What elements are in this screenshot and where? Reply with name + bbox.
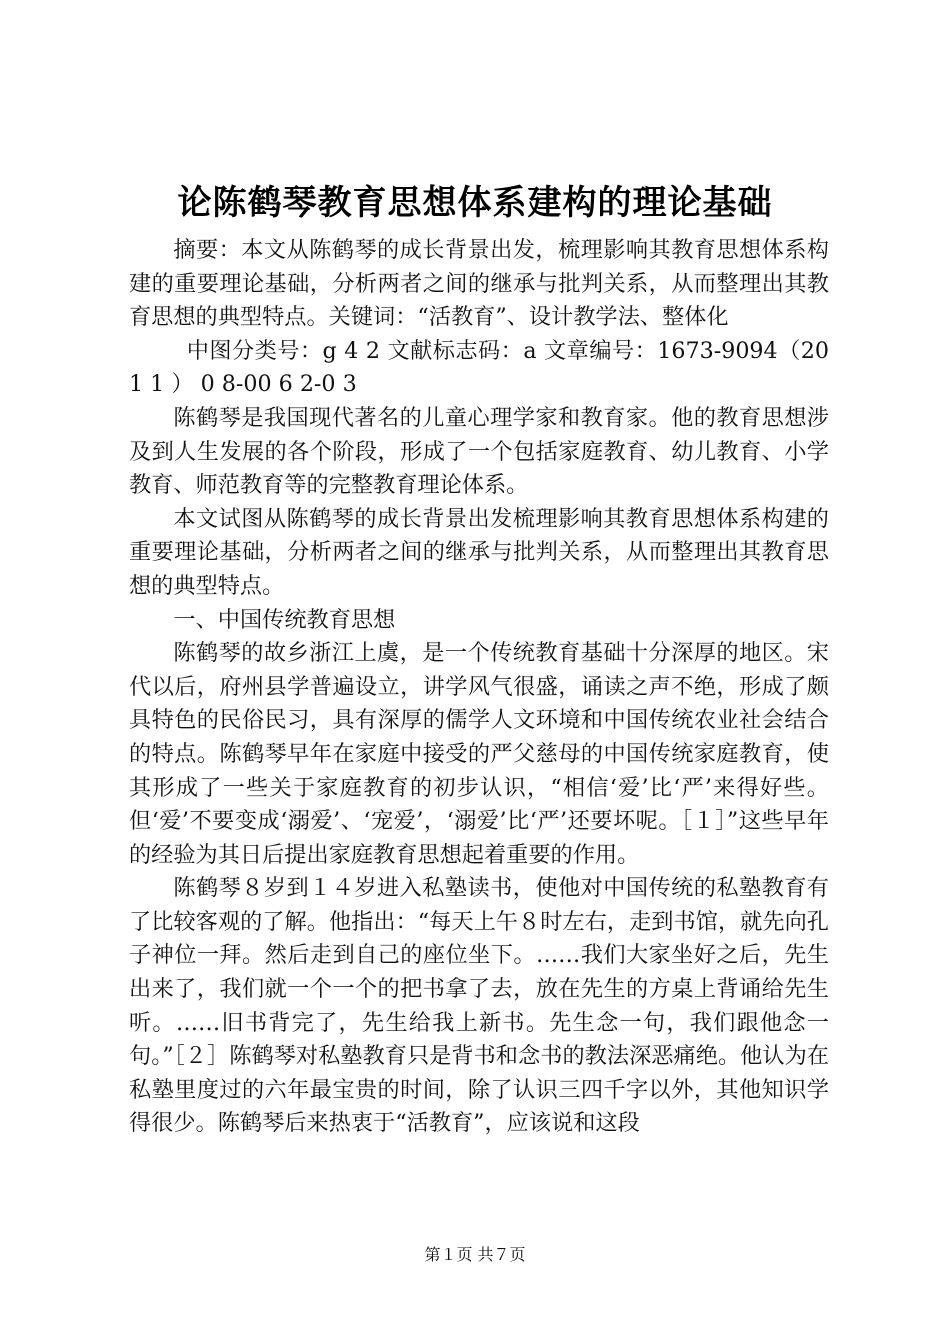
body-paragraph: 本文试图从陈鹤琴的成长背景出发梳理影响其教育思想体系构建的重要理论基础，分析两者之间的继承与批判关系，从而整理出其教育思想的典型特点。: [129, 505, 829, 599]
body-paragraph: 陈鹤琴８岁到１４岁进入私塾读书，使他对中国传统的私塾教育有了比较客观的了解。他指出：“每天上午８时左右，走到书馆，就先向孔子神位一拜。然后走到自己的座位坐下。……我们大家坐好之后，先生出来了，我们就一个一个的把书拿了去，放在先生的方桌上背诵给先生听。……旧书背完了，先生给我上新书。先生念一句，我们跟他念一句。”［２］陈鹤琴对私塾教育只是背书和念书的教法深恶痛绝。他认为在私塾里度过的六年最宝贵的时间，除了认识三四千字以外，其他知识学得很少。陈鹤琴后来热衷于“活教育”，应该说和这段: [129, 875, 829, 1137]
classification-paragraph: 中图分类号：g 4 2 文献标志码：a 文章编号：1673-9094（201 1 ） 0 8-00 6 2-0 3: [129, 337, 829, 398]
abstract-paragraph: 摘要：本文从陈鹤琴的成长背景出发，梳理影响其教育思想体系构建的重要理论基础，分析两者之间的继承与批判关系，从而整理出其教育思想的典型特点。关键词：“活教育”、设计教学法、整体化: [129, 237, 829, 331]
page-footer: 第１页 共７页: [424, 1245, 526, 1264]
body-paragraph: 陈鹤琴是我国现代著名的儿童心理学家和教育家。他的教育思想涉及到人生发展的各个阶段，形成了一个包括家庭教育、幼儿教育、小学教育、师范教育等的完整教育理论体系。: [129, 404, 829, 499]
document-title: 论陈鹤琴教育思想体系建构的理论基础: [177, 183, 773, 223]
body-paragraph: 陈鹤琴的故乡浙江上虞，是一个传统教育基础十分深厚的地区。宋代以后，府州县学普遍设立，讲学风气很盛，诵读之声不绝，形成了颇具特色的民俗民习，具有深厚的儒学人文环境和中国传统农业社会结合的特点。陈鹤琴早年在家庭中接受的严父慈母的中国传统家庭教育，使其形成了一些关于家庭教育的初步认识，“相信‘爱’比‘严’来得好些。但‘爱’不要变成‘溺爱’、‘宠爱’，‘溺爱’比‘严’还要坏呢。［１］”这些早年的经验为其日后提出家庭教育思想起着重要的作用。: [129, 640, 829, 868]
section-heading: 一、中国传统教育思想: [173, 606, 396, 633]
document-body: [129, 234, 829, 1141]
